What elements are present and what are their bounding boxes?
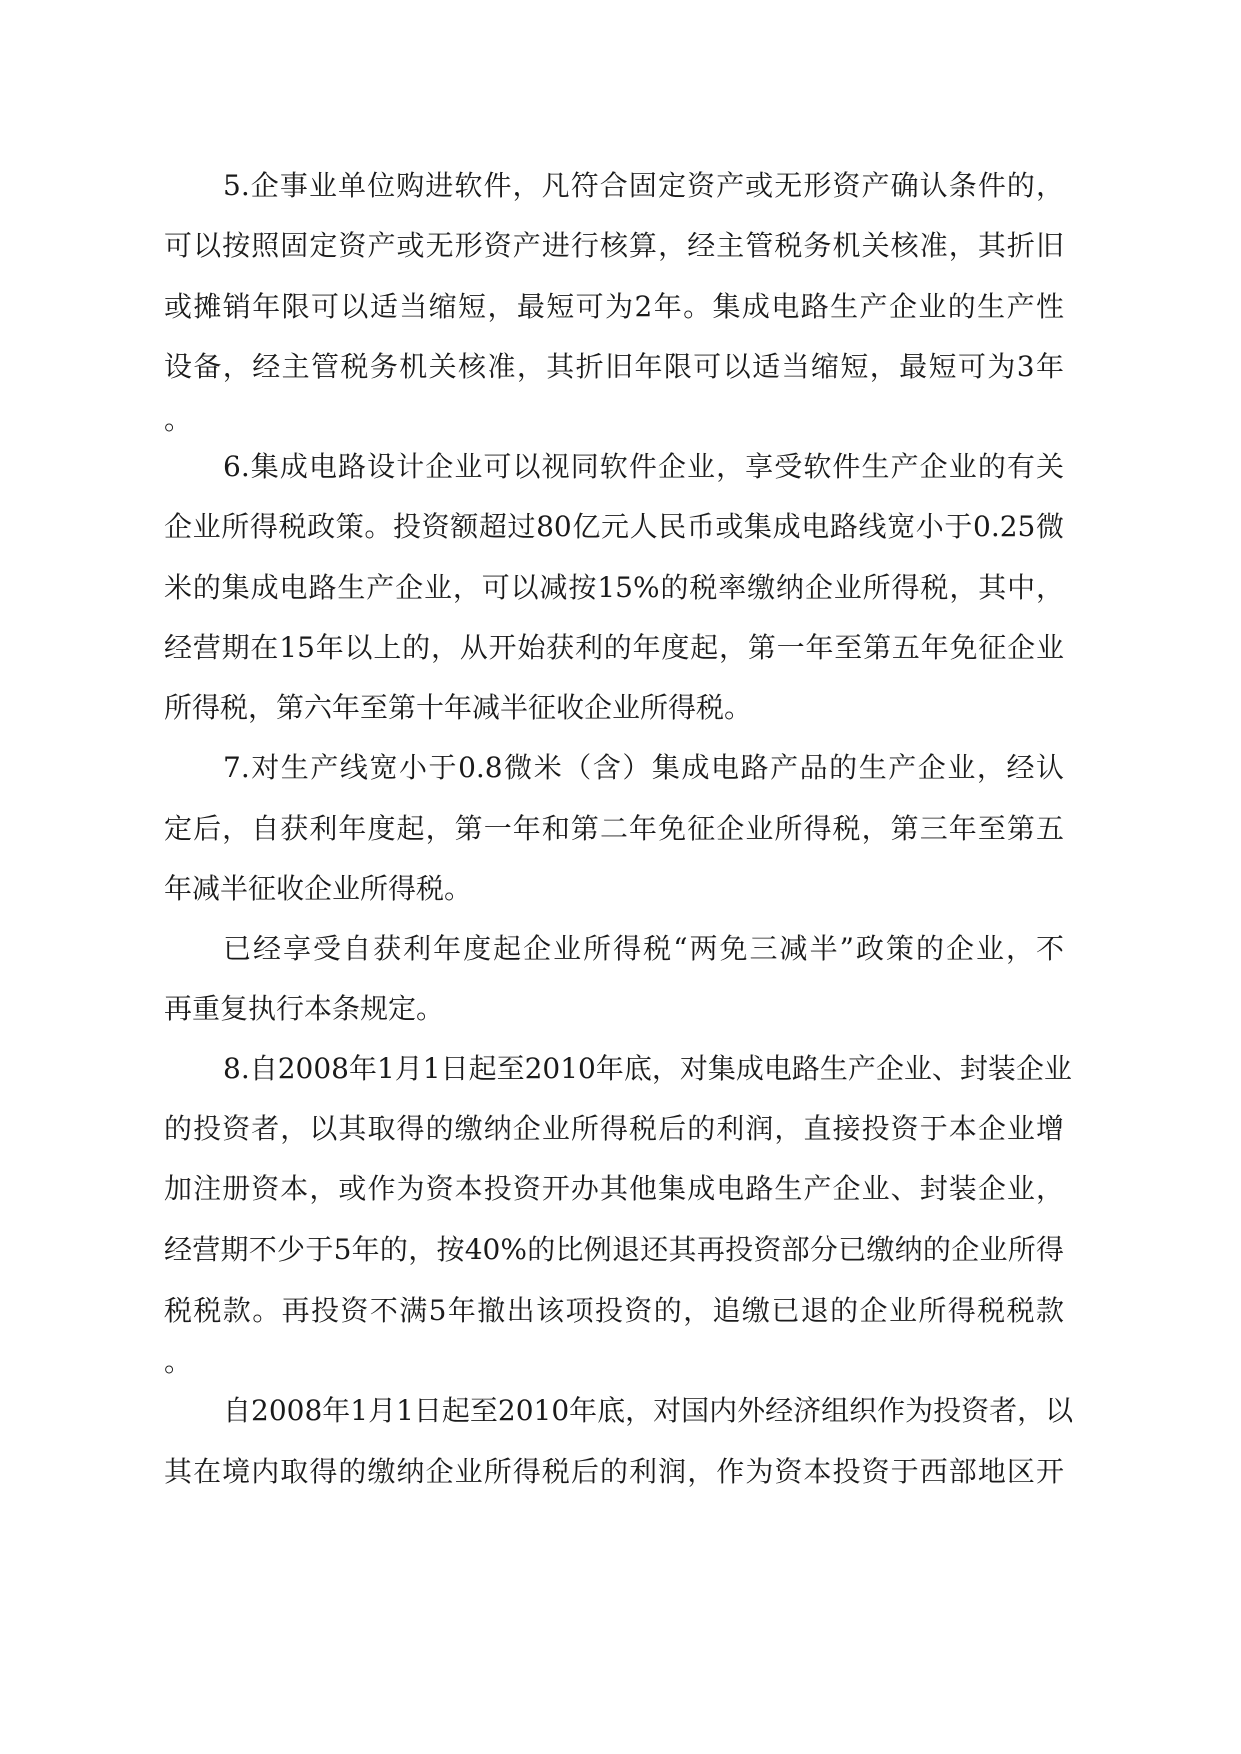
text-line: 再重复执行本条规定。	[164, 992, 445, 1025]
text-line: 7.对生产线宽小于0.8微米（含）集成电路产品的生产企业，经认	[223, 751, 1064, 784]
text-line: 年减半征收企业所得税。	[164, 872, 473, 905]
text-line: 定后，自获利年度起，第一年和第二年免征企业所得税，第三年至第五	[164, 812, 1064, 845]
text-line: 8.自2008年1月1日起至2010年底，对集成电路生产企业、封装企业	[223, 1052, 1072, 1085]
text-line: 经营期不少于5年的，按40%的比例退还其再投资部分已缴纳的企业所得	[164, 1233, 1064, 1266]
text-line: 所得税，第六年至第十年减半征收企业所得税。	[164, 691, 753, 724]
text-line: 税税款。再投资不满5年撤出该项投资的，追缴已退的企业所得税税款	[164, 1294, 1064, 1327]
text-line: 设备，经主管税务机关核准，其折旧年限可以适当缩短，最短可为3年	[164, 350, 1064, 383]
text-line: 。	[164, 1345, 193, 1378]
text-line: 。	[164, 403, 193, 436]
text-line: 加注册资本，或作为资本投资开办其他集成电路生产企业、封装企业，	[164, 1172, 1064, 1205]
text-line: 可以按照固定资产或无形资产进行核算，经主管税务机关核准，其折旧	[164, 229, 1064, 262]
text-line: 已经享受自获利年度起企业所得税“两免三减半”政策的企业，不	[223, 932, 1064, 965]
text-line: 企业所得税政策。投资额超过80亿元人民币或集成电路线宽小于0.25微	[164, 510, 1064, 543]
text-line: 其在境内取得的缴纳企业所得税后的利润，作为资本投资于西部地区开	[164, 1455, 1064, 1488]
text-line: 自2008年1月1日起至2010年底，对国内外经济组织作为投资者，以	[223, 1394, 1074, 1427]
text-line: 经营期在15年以上的，从开始获利的年度起，第一年至第五年免征企业	[164, 631, 1064, 664]
text-line: 6.集成电路设计企业可以视同软件企业，享受软件生产企业的有关	[223, 450, 1064, 483]
text-line: 5.企事业单位购进软件，凡符合固定资产或无形资产确认条件的，	[223, 169, 1064, 202]
text-line: 米的集成电路生产企业，可以减按15%的税率缴纳企业所得税，其中，	[164, 571, 1064, 604]
text-line: 或摊销年限可以适当缩短，最短可为2年。集成电路生产企业的生产性	[164, 290, 1064, 323]
text-line: 的投资者，以其取得的缴纳企业所得税后的利润，直接投资于本企业增	[164, 1112, 1064, 1145]
